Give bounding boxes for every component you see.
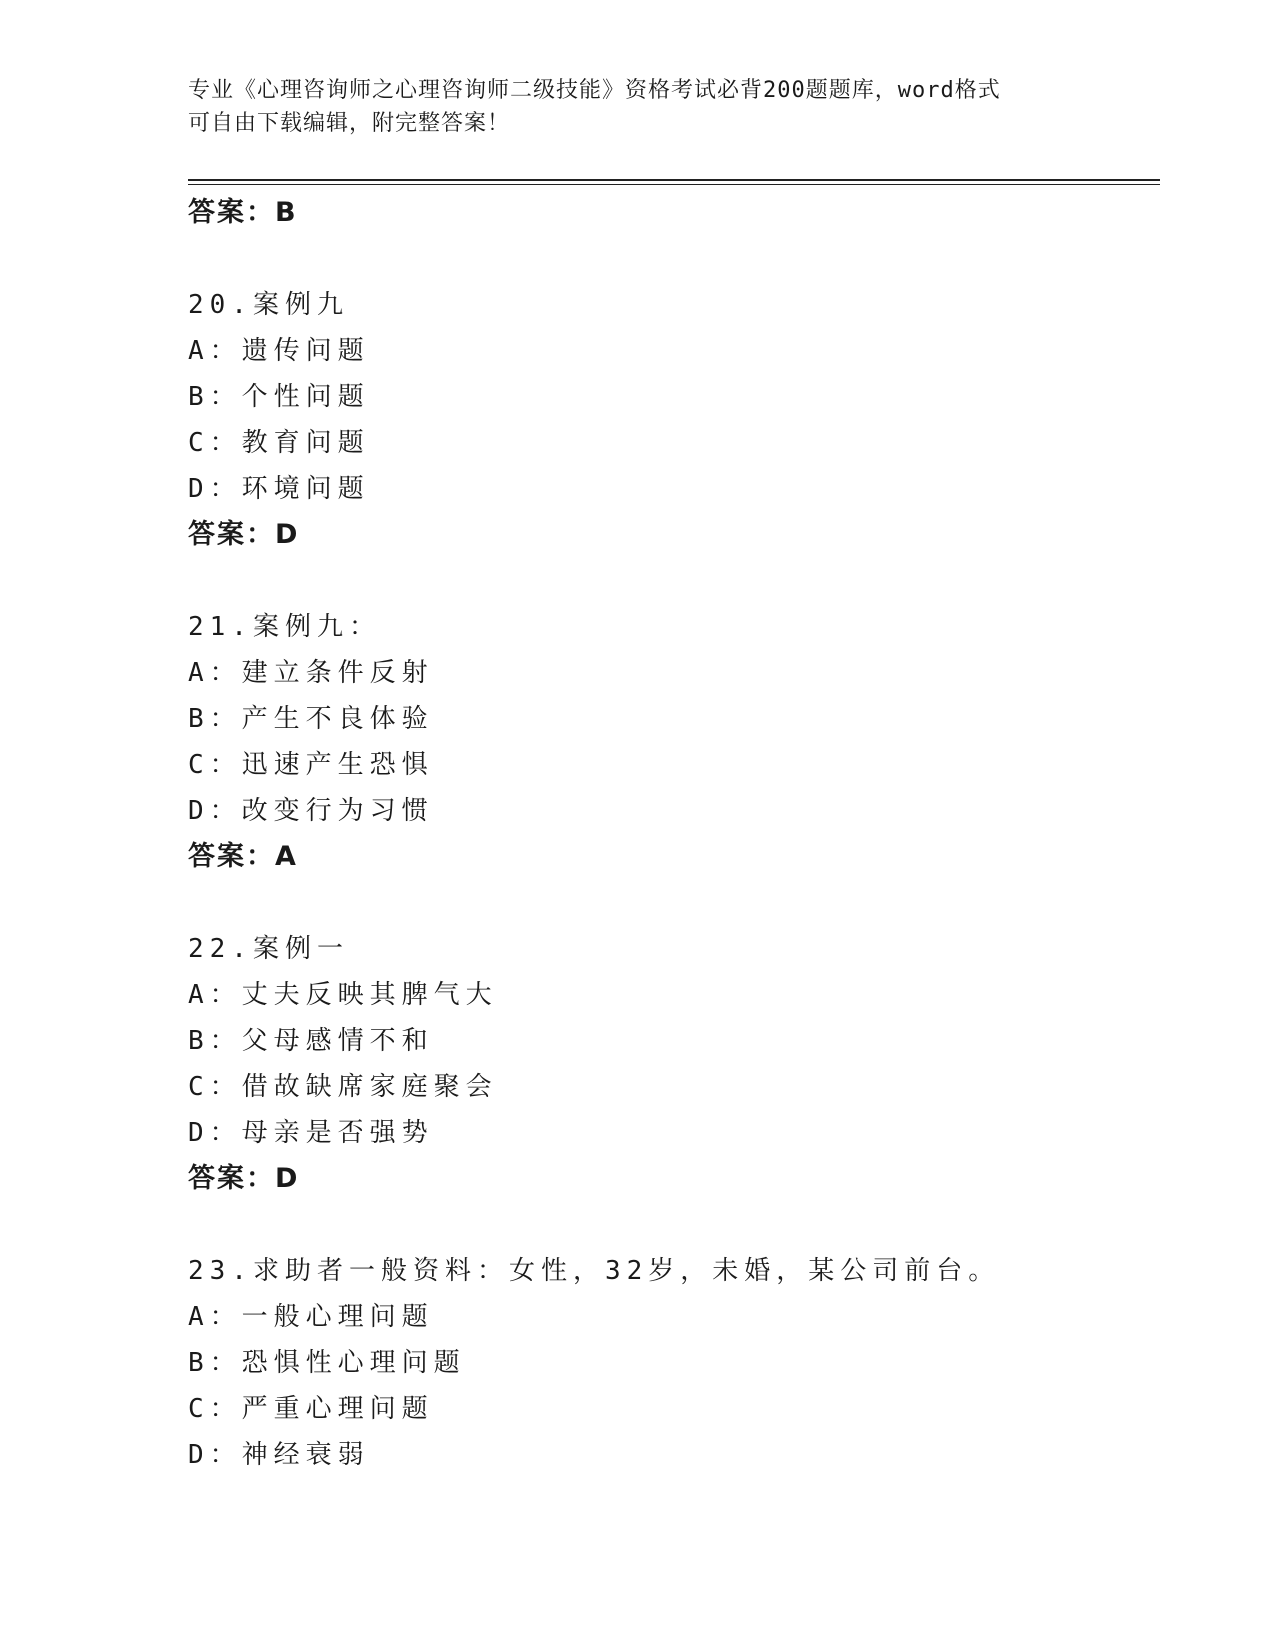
question-stem: 21.案例九： — [188, 612, 381, 642]
spacer — [188, 880, 1160, 926]
option-d: D：母亲是否强势 — [188, 1118, 434, 1148]
question-block — [188, 282, 1160, 558]
option-d: D：环境问题 — [188, 474, 370, 504]
answer-line: 答案：A — [188, 841, 298, 872]
question-block — [188, 604, 1160, 880]
option-c: C：借故缺席家庭聚会 — [188, 1072, 498, 1102]
question-stem: 23.求助者一般资料：女性，32岁，未婚，某公司前台。 — [188, 1256, 1001, 1286]
answer-line: 答案：B — [188, 197, 298, 228]
header-line-2: 可自由下载编辑，附完整答案！ — [188, 111, 511, 136]
option-d: D：改变行为习惯 — [188, 796, 434, 826]
option-a: A：丈夫反映其脾气大 — [188, 980, 498, 1010]
answer-line: 答案：D — [188, 1163, 300, 1194]
document-header — [188, 74, 1068, 140]
spacer — [188, 558, 1160, 604]
header-divider-thin — [188, 184, 1160, 185]
option-b: B：个性问题 — [188, 382, 370, 412]
option-a: A：遗传问题 — [188, 336, 370, 366]
question-stem: 22.案例一 — [188, 934, 349, 964]
option-b: B：父母感情不和 — [188, 1026, 434, 1056]
option-c: C：迅速产生恐惧 — [188, 750, 434, 780]
option-a: A：一般心理问题 — [188, 1302, 434, 1332]
option-b: B：恐惧性心理问题 — [188, 1348, 466, 1378]
question-list — [188, 190, 1160, 1478]
spacer — [188, 236, 1160, 282]
option-c: C：教育问题 — [188, 428, 370, 458]
question-block — [188, 1248, 1160, 1478]
spacer — [188, 1202, 1160, 1248]
option-d: D：神经衰弱 — [188, 1440, 370, 1470]
option-b: B：产生不良体验 — [188, 704, 434, 734]
question-stem: 20.案例九 — [188, 290, 349, 320]
option-a: A：建立条件反射 — [188, 658, 434, 688]
header-line-1: 专业《心理咨询师之心理咨询师二级技能》资格考试必背200题题库，word格式 — [188, 78, 1001, 103]
option-c: C：严重心理问题 — [188, 1394, 434, 1424]
question-block — [188, 926, 1160, 1202]
answer-line: 答案：D — [188, 519, 300, 550]
header-divider-thick — [188, 179, 1160, 181]
